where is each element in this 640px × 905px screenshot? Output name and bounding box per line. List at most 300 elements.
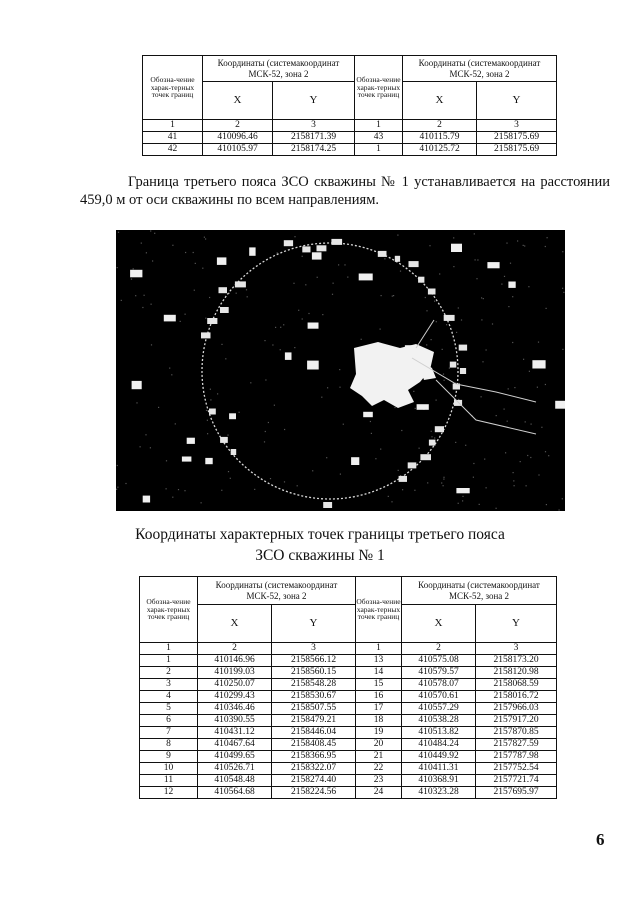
map-speck [388, 496, 389, 497]
map-speck [465, 445, 466, 446]
map-speck [280, 349, 281, 350]
map-speck [538, 342, 539, 343]
table-cell: 17 [356, 703, 402, 715]
map-speck [431, 431, 432, 432]
map-speck [154, 233, 155, 234]
map-speck [482, 361, 483, 362]
header-y: Y [272, 605, 356, 643]
column-number: 3 [272, 643, 356, 655]
table-cell: 24 [356, 787, 402, 799]
table-cell: 410513.82 [402, 727, 476, 739]
map-speck [486, 349, 487, 350]
table-cell: 410146.96 [198, 655, 272, 667]
table-cell: 8 [140, 739, 198, 751]
map-speck [453, 266, 454, 267]
map-speck [512, 342, 513, 343]
map-speck [327, 387, 328, 388]
map-speck [462, 496, 463, 497]
column-number: 3 [273, 120, 355, 132]
header-symbol: Обозна-чение харак-терных точек границ [355, 56, 403, 120]
map-speck [230, 478, 231, 479]
table-cell: 410299.43 [198, 691, 272, 703]
table-row [140, 739, 557, 751]
map-marker [132, 381, 142, 389]
map-speck [375, 458, 376, 459]
map-speck [270, 478, 271, 479]
map-speck [322, 314, 323, 315]
map-speck [339, 387, 340, 388]
map-speck [504, 409, 505, 410]
map-marker [201, 332, 211, 338]
map-marker [205, 458, 212, 464]
table-cell: 2158530.67 [272, 691, 356, 703]
map-marker [130, 270, 142, 278]
map-marker [220, 307, 229, 313]
map-marker [428, 289, 436, 295]
map-speck [426, 344, 427, 345]
table-cell: 2157752.54 [476, 763, 557, 775]
table-cell: 12 [140, 787, 198, 799]
header-symbol: Обозна-чение харак-терных точек границ [143, 56, 203, 120]
table-cell: 410323.28 [402, 787, 476, 799]
map-speck [221, 344, 222, 345]
column-number: 2 [402, 643, 476, 655]
map-speck [429, 245, 430, 246]
map-speck [254, 489, 255, 490]
header-symbol: Обозна-чение харак-терных точек границ [356, 577, 402, 643]
map-speck [473, 477, 474, 478]
map-speck [284, 481, 285, 482]
map-marker [450, 362, 457, 368]
table-cell: 410346.46 [198, 703, 272, 715]
table-row [143, 132, 557, 144]
map-speck [526, 485, 527, 486]
map-speck [414, 490, 415, 491]
table-body [143, 120, 557, 156]
table-cell: 2158446.04 [272, 727, 356, 739]
map-speck [436, 321, 437, 322]
map-marker [229, 413, 236, 419]
table-row [140, 787, 557, 799]
map-marker [395, 256, 400, 262]
map-speck [158, 407, 159, 408]
map-speck [453, 237, 454, 238]
table-cell: 9 [140, 751, 198, 763]
map-speck [484, 459, 485, 460]
map-speck [297, 485, 298, 486]
table-cell: 410199.03 [198, 667, 272, 679]
table-cell: 410564.68 [198, 787, 272, 799]
table-cell: 410548.48 [198, 775, 272, 787]
map-speck [136, 402, 137, 403]
map-speck [513, 480, 514, 481]
map-speck [239, 412, 240, 413]
map-speck [268, 422, 269, 423]
table-cell: 2158120.98 [476, 667, 557, 679]
map-speck [308, 313, 309, 314]
header-y: Y [477, 82, 557, 120]
map-speck [117, 465, 118, 466]
map-speck [280, 327, 281, 328]
table-cell: 410125.72 [403, 144, 477, 156]
map-speck [481, 319, 482, 320]
map-speck [548, 455, 549, 456]
table-cell: 21 [356, 751, 402, 763]
map-marker [451, 244, 462, 252]
header-x: X [203, 82, 273, 120]
map-speck [439, 273, 440, 274]
map-speck [193, 252, 194, 253]
map-speck [227, 435, 228, 436]
table-cell: 410390.55 [198, 715, 272, 727]
map-marker [460, 368, 466, 374]
map-marker [487, 262, 499, 268]
map-speck [185, 314, 186, 315]
map-speck [455, 442, 456, 443]
map-speck [125, 483, 126, 484]
table-row [140, 727, 557, 739]
table-row [140, 667, 557, 679]
map-speck [293, 283, 294, 284]
table-cell: 410449.92 [402, 751, 476, 763]
map-speck [117, 487, 118, 488]
map-speck [562, 349, 563, 350]
map-speck [205, 318, 206, 319]
map-speck [135, 295, 136, 296]
table-cell: 20 [356, 739, 402, 751]
map-speck [481, 396, 482, 397]
map-speck [210, 389, 211, 390]
map-speck [264, 441, 265, 442]
map-speck [443, 477, 444, 478]
map-speck [528, 286, 529, 287]
map-speck [265, 379, 266, 380]
table-cell: 410467.64 [198, 739, 272, 751]
coordinates-table-continued [142, 55, 557, 156]
table-cell: 42 [143, 144, 203, 156]
map-speck [317, 277, 318, 278]
table-cell: 410570.61 [402, 691, 476, 703]
map-speck [150, 230, 151, 231]
map-marker [209, 409, 216, 415]
map-speck [508, 388, 509, 389]
map-speck [172, 245, 173, 246]
map-marker [249, 247, 255, 255]
column-number: 3 [477, 120, 557, 132]
map-speck [458, 503, 459, 504]
map-markers [130, 239, 565, 508]
column-number: 2 [403, 120, 477, 132]
map-speck [458, 307, 459, 308]
map-speck [456, 332, 457, 333]
table-cell: 4 [140, 691, 198, 703]
map-marker [359, 274, 373, 281]
map-speck [140, 446, 141, 447]
table-caption: Координаты характерных точек границы третьего пояса ЗСО скважины № 1 [135, 526, 505, 564]
map-speck [302, 318, 303, 319]
map-speck [141, 243, 142, 244]
map-speck [225, 358, 226, 359]
map-speck [434, 437, 435, 438]
map-marker [378, 251, 387, 257]
map-speck [545, 384, 546, 385]
map-marker [417, 404, 429, 410]
map-speck [520, 461, 521, 462]
map-speck [443, 374, 444, 375]
table-cell: 2158366.95 [272, 751, 356, 763]
map-speck [415, 408, 416, 409]
map-speck [206, 410, 207, 411]
table-body [140, 643, 557, 799]
map-speck [449, 368, 450, 369]
table-row [140, 691, 557, 703]
map-speck [496, 415, 497, 416]
map-speck [133, 268, 134, 269]
map-marker [508, 282, 515, 288]
column-number: 1 [355, 120, 403, 132]
table-cell: 22 [356, 763, 402, 775]
table-cell: 2158175.69 [477, 132, 557, 144]
map-speck [144, 295, 145, 296]
table-cell: 43 [355, 132, 403, 144]
map-speck [194, 290, 195, 291]
map-marker [435, 426, 444, 432]
map-speck [538, 474, 539, 475]
table-cell: 16 [356, 691, 402, 703]
map-speck [250, 382, 251, 383]
map-speck [380, 329, 381, 330]
map-speck [151, 344, 152, 345]
map-speck [361, 339, 362, 340]
table-cell: 410431.12 [198, 727, 272, 739]
table-row [140, 751, 557, 763]
table-cell: 410250.07 [198, 679, 272, 691]
zone-map [116, 230, 565, 511]
map-speck [277, 252, 278, 253]
table-cell: 410499.65 [198, 751, 272, 763]
map-speck [562, 498, 563, 499]
map-speck [294, 236, 295, 237]
table-cell: 1 [355, 144, 403, 156]
table-cell: 13 [356, 655, 402, 667]
map-speck [541, 427, 542, 428]
map-speck [473, 463, 474, 464]
map-speck [339, 369, 340, 370]
header-y: Y [476, 605, 557, 643]
table-cell: 410105.97 [203, 144, 273, 156]
map-marker [409, 261, 419, 267]
map-speck [527, 455, 528, 456]
map-speck [338, 264, 339, 265]
table-cell: 2158560.15 [272, 667, 356, 679]
map-marker [231, 449, 237, 455]
map-speck [523, 359, 524, 360]
map-speck [131, 279, 132, 280]
map-speck [391, 501, 392, 502]
header-coordinates: Координаты (системакоординат МСК-52, зона 2 [203, 56, 355, 82]
map-speck [175, 423, 176, 424]
map-marker [302, 246, 310, 252]
map-speck [476, 278, 477, 279]
map-speck [434, 301, 435, 302]
map-speck [275, 327, 276, 328]
table-cell: 18 [356, 715, 402, 727]
map-marker [363, 412, 373, 417]
header-y: Y [273, 82, 355, 120]
map-speck [298, 310, 299, 311]
map-speck [531, 424, 532, 425]
table-cell: 2157695.97 [476, 787, 557, 799]
map-speck [117, 267, 118, 268]
table-cell: 410484.24 [402, 739, 476, 751]
map-speck [145, 434, 146, 435]
map-marker [399, 476, 407, 482]
map-speck [169, 368, 170, 369]
table-cell: 2158479.21 [272, 715, 356, 727]
table-cell: 2158173.20 [476, 655, 557, 667]
table-cell: 410526.71 [198, 763, 272, 775]
map-speck [514, 485, 515, 486]
map-marker [351, 457, 359, 465]
map-marker [285, 352, 292, 360]
map-speck [151, 304, 152, 305]
map-speck [178, 489, 179, 490]
map-speck [264, 340, 265, 341]
table-cell: 2157827.59 [476, 739, 557, 751]
map-speck [180, 321, 181, 322]
table-row [140, 775, 557, 787]
table-cell: 19 [356, 727, 402, 739]
map-speck [436, 400, 437, 401]
map-marker [284, 240, 293, 246]
map-speck [394, 407, 395, 408]
map-speck [207, 420, 208, 421]
table-cell: 6 [140, 715, 198, 727]
map-speck [184, 490, 185, 491]
map-marker [459, 345, 467, 351]
map-speck [546, 308, 547, 309]
table-cell: 410579.57 [402, 667, 476, 679]
table-cell: 5 [140, 703, 198, 715]
map-speck [401, 430, 402, 431]
map-speck [559, 509, 560, 510]
table-cell: 2158175.69 [477, 144, 557, 156]
table-cell: 11 [140, 775, 198, 787]
map-speck [530, 457, 531, 458]
map-marker [187, 438, 195, 444]
map-speck [563, 292, 564, 293]
map-speck [166, 488, 167, 489]
map-speck [146, 252, 147, 253]
map-speck [562, 288, 563, 289]
map-speck [441, 482, 442, 483]
column-number: 1 [140, 643, 198, 655]
map-speck [496, 508, 497, 509]
map-speck [247, 296, 248, 297]
map-speck [210, 399, 211, 400]
table-row [140, 763, 557, 775]
table-row [140, 655, 557, 667]
table-cell: 410096.46 [203, 132, 273, 144]
table-cell: 2157721.74 [476, 775, 557, 787]
map-speck [204, 237, 205, 238]
map-speck [118, 232, 119, 233]
table-cell: 10 [140, 763, 198, 775]
map-speck [545, 451, 546, 452]
map-speck [426, 310, 427, 311]
map-speck [121, 300, 122, 301]
table-cell: 3 [140, 679, 198, 691]
map-speck [142, 307, 143, 308]
map-speck [431, 436, 432, 437]
map-speck [425, 297, 426, 298]
table-row [140, 703, 557, 715]
map-marker [532, 360, 545, 368]
map-marker [307, 361, 319, 370]
map-speck [283, 324, 284, 325]
map-speck [152, 260, 153, 261]
map-marker [308, 323, 319, 329]
table-cell: 2157870.85 [476, 727, 557, 739]
zone-boundary-paragraph: Граница третьего пояса ЗСО скважины № 1 устанавливается на расстоянии 459,0 м от оси скважины по всем направлениям. [80, 174, 610, 208]
table-cell: 2158408.45 [272, 739, 356, 751]
table-row [143, 144, 557, 156]
map-speck [265, 431, 266, 432]
map-speck [326, 457, 327, 458]
map-speck [205, 238, 206, 239]
map-marker [408, 462, 417, 468]
map-speck [166, 460, 167, 461]
map-speck [397, 235, 398, 236]
map-speck [393, 295, 394, 296]
map-speck [481, 297, 482, 298]
map-speck [483, 298, 484, 299]
map-speck [419, 448, 420, 449]
map-speck [294, 347, 295, 348]
map-marker [207, 318, 217, 324]
table-cell: 2158016.72 [476, 691, 557, 703]
map-speck [217, 393, 218, 394]
table-cell: 410115.79 [403, 132, 477, 144]
map-speck [513, 472, 514, 473]
map-marker [420, 454, 431, 460]
map-speck [508, 306, 509, 307]
map-speck [209, 297, 210, 298]
map-speck [380, 449, 381, 450]
map-speck [236, 293, 237, 294]
map-speck [486, 487, 487, 488]
map-speck [446, 324, 447, 325]
map-marker [164, 315, 176, 322]
table-cell: 2157787.98 [476, 751, 557, 763]
header-x: X [402, 605, 476, 643]
map-speck [525, 421, 526, 422]
map-speck [443, 485, 444, 486]
map-speck [302, 256, 303, 257]
map-speck [523, 245, 524, 246]
map-speck [505, 452, 506, 453]
map-speck [347, 277, 348, 278]
map-speck [442, 349, 443, 350]
table-cell: 41 [143, 132, 203, 144]
map-speck [461, 319, 462, 320]
map-speck [172, 497, 173, 498]
map-speck [343, 424, 344, 425]
map-speck [545, 246, 546, 247]
table-cell: 2158171.39 [273, 132, 355, 144]
map-speck [477, 259, 478, 260]
map-speck [195, 263, 196, 264]
